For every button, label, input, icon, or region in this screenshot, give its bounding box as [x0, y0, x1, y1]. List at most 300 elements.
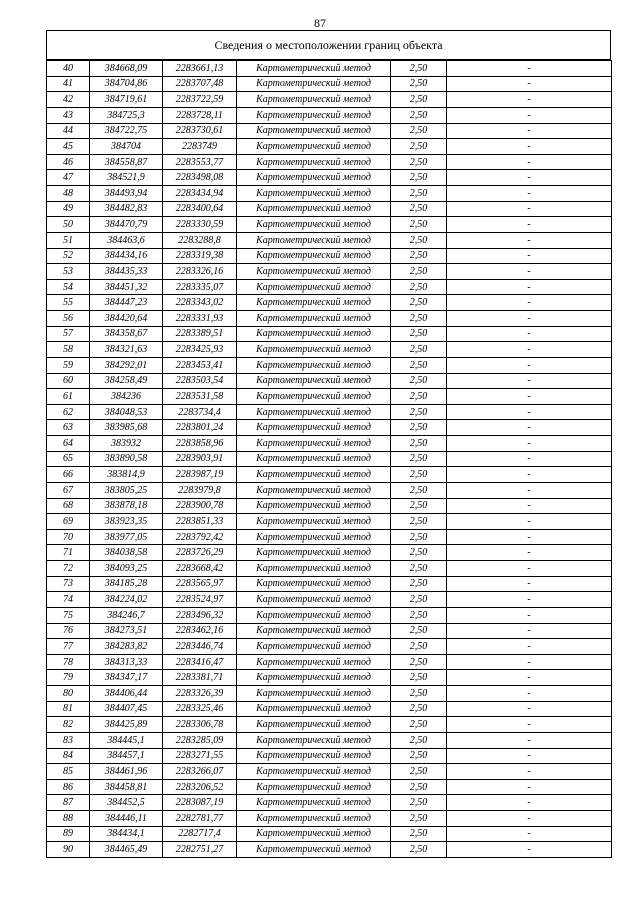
- accuracy-cell: 2,50: [391, 701, 447, 717]
- point-number-cell: 70: [47, 529, 90, 545]
- y-coordinate-cell: 2283425,93: [163, 342, 237, 358]
- point-number-cell: 48: [47, 186, 90, 202]
- method-cell: Картометрический метод: [237, 420, 391, 436]
- table-row: [47, 154, 612, 170]
- table-row: [47, 373, 612, 389]
- x-coordinate-cell: 384463,6: [90, 232, 163, 248]
- y-coordinate-cell: 2283306,78: [163, 717, 237, 733]
- y-coordinate-cell: 2283749: [163, 139, 237, 155]
- method-cell: Картометрический метод: [237, 514, 391, 530]
- table-body: [47, 61, 612, 858]
- point-number-cell: 45: [47, 139, 90, 155]
- point-number-cell: 65: [47, 451, 90, 467]
- method-cell: Картометрический метод: [237, 107, 391, 123]
- point-number-cell: 64: [47, 436, 90, 452]
- point-number-cell: 76: [47, 623, 90, 639]
- point-number-cell: 71: [47, 545, 90, 561]
- x-coordinate-cell: 384321,63: [90, 342, 163, 358]
- x-coordinate-cell: 383890,58: [90, 451, 163, 467]
- description-cell: -: [447, 732, 612, 748]
- method-cell: Картометрический метод: [237, 326, 391, 342]
- method-cell: Картометрический метод: [237, 61, 391, 77]
- description-cell: -: [447, 232, 612, 248]
- accuracy-cell: 2,50: [391, 170, 447, 186]
- y-coordinate-cell: 2282781,77: [163, 811, 237, 827]
- accuracy-cell: 2,50: [391, 311, 447, 327]
- description-cell: -: [447, 576, 612, 592]
- x-coordinate-cell: 384719,61: [90, 92, 163, 108]
- point-number-cell: 85: [47, 764, 90, 780]
- method-cell: Картометрический метод: [237, 232, 391, 248]
- x-coordinate-cell: 384482,83: [90, 201, 163, 217]
- method-cell: Картометрический метод: [237, 498, 391, 514]
- y-coordinate-cell: 2283462,16: [163, 623, 237, 639]
- accuracy-cell: 2,50: [391, 623, 447, 639]
- description-cell: -: [447, 248, 612, 264]
- description-cell: -: [447, 592, 612, 608]
- y-coordinate-cell: 2283903,91: [163, 451, 237, 467]
- table-row: [47, 701, 612, 717]
- y-coordinate-cell: 2283331,93: [163, 311, 237, 327]
- method-cell: Картометрический метод: [237, 764, 391, 780]
- method-cell: Картометрический метод: [237, 123, 391, 139]
- method-cell: Картометрический метод: [237, 436, 391, 452]
- description-cell: -: [447, 357, 612, 373]
- y-coordinate-cell: 2283707,48: [163, 76, 237, 92]
- table-row: [47, 420, 612, 436]
- x-coordinate-cell: 384461,96: [90, 764, 163, 780]
- y-coordinate-cell: 2282717,4: [163, 826, 237, 842]
- method-cell: Картометрический метод: [237, 748, 391, 764]
- y-coordinate-cell: 2283206,52: [163, 779, 237, 795]
- table-row: [47, 467, 612, 483]
- y-coordinate-cell: 2283801,24: [163, 420, 237, 436]
- x-coordinate-cell: 384434,16: [90, 248, 163, 264]
- method-cell: Картометрический метод: [237, 295, 391, 311]
- y-coordinate-cell: 2283288,8: [163, 232, 237, 248]
- point-number-cell: 63: [47, 420, 90, 436]
- description-cell: -: [447, 561, 612, 577]
- method-cell: Картометрический метод: [237, 545, 391, 561]
- x-coordinate-cell: 384725,3: [90, 107, 163, 123]
- table-row: [47, 482, 612, 498]
- accuracy-cell: 2,50: [391, 342, 447, 358]
- description-cell: -: [447, 279, 612, 295]
- description-cell: -: [447, 201, 612, 217]
- method-cell: Картометрический метод: [237, 576, 391, 592]
- point-number-cell: 62: [47, 404, 90, 420]
- point-number-cell: 66: [47, 467, 90, 483]
- y-coordinate-cell: 2283722,59: [163, 92, 237, 108]
- table-row: [47, 61, 612, 77]
- x-coordinate-cell: 384313,33: [90, 654, 163, 670]
- description-cell: -: [447, 389, 612, 405]
- accuracy-cell: 2,50: [391, 639, 447, 655]
- method-cell: Картометрический метод: [237, 639, 391, 655]
- table-row: [47, 623, 612, 639]
- point-number-cell: 51: [47, 232, 90, 248]
- table-row: [47, 826, 612, 842]
- x-coordinate-cell: 384452,5: [90, 795, 163, 811]
- table-row: [47, 295, 612, 311]
- method-cell: Картометрический метод: [237, 826, 391, 842]
- accuracy-cell: 2,50: [391, 717, 447, 733]
- table-row: [47, 764, 612, 780]
- table-row: [47, 779, 612, 795]
- y-coordinate-cell: 2283496,32: [163, 607, 237, 623]
- method-cell: Картометрический метод: [237, 357, 391, 373]
- description-cell: -: [447, 342, 612, 358]
- description-cell: -: [447, 826, 612, 842]
- accuracy-cell: 2,50: [391, 545, 447, 561]
- description-cell: -: [447, 811, 612, 827]
- point-number-cell: 73: [47, 576, 90, 592]
- method-cell: Картометрический метод: [237, 201, 391, 217]
- point-number-cell: 47: [47, 170, 90, 186]
- point-number-cell: 89: [47, 826, 90, 842]
- point-number-cell: 52: [47, 248, 90, 264]
- accuracy-cell: 2,50: [391, 154, 447, 170]
- y-coordinate-cell: 2283453,41: [163, 357, 237, 373]
- description-cell: -: [447, 748, 612, 764]
- x-coordinate-cell: 383985,68: [90, 420, 163, 436]
- x-coordinate-cell: 384457,1: [90, 748, 163, 764]
- accuracy-cell: 2,50: [391, 217, 447, 233]
- description-cell: -: [447, 61, 612, 77]
- point-number-cell: 46: [47, 154, 90, 170]
- table-row: [47, 811, 612, 827]
- y-coordinate-cell: 2283087,19: [163, 795, 237, 811]
- x-coordinate-cell: 384704: [90, 139, 163, 155]
- accuracy-cell: 2,50: [391, 264, 447, 280]
- table-row: [47, 186, 612, 202]
- table-row: [47, 389, 612, 405]
- table-row: [47, 170, 612, 186]
- point-number-cell: 82: [47, 717, 90, 733]
- x-coordinate-cell: 384435,33: [90, 264, 163, 280]
- y-coordinate-cell: 2283381,71: [163, 670, 237, 686]
- point-number-cell: 84: [47, 748, 90, 764]
- x-coordinate-cell: 384048,53: [90, 404, 163, 420]
- accuracy-cell: 2,50: [391, 514, 447, 530]
- description-cell: -: [447, 623, 612, 639]
- method-cell: Картометрический метод: [237, 139, 391, 155]
- x-coordinate-cell: 384521,9: [90, 170, 163, 186]
- description-cell: -: [447, 467, 612, 483]
- method-cell: Картометрический метод: [237, 451, 391, 467]
- y-coordinate-cell: 2283858,96: [163, 436, 237, 452]
- method-cell: Картометрический метод: [237, 607, 391, 623]
- y-coordinate-cell: 2283987,19: [163, 467, 237, 483]
- x-coordinate-cell: 384470,79: [90, 217, 163, 233]
- table-row: [47, 545, 612, 561]
- description-cell: -: [447, 373, 612, 389]
- x-coordinate-cell: 384224,02: [90, 592, 163, 608]
- y-coordinate-cell: 2283416,47: [163, 654, 237, 670]
- description-cell: -: [447, 779, 612, 795]
- y-coordinate-cell: 2283271,55: [163, 748, 237, 764]
- point-number-cell: 80: [47, 686, 90, 702]
- description-cell: -: [447, 92, 612, 108]
- point-number-cell: 49: [47, 201, 90, 217]
- accuracy-cell: 2,50: [391, 123, 447, 139]
- table-row: [47, 576, 612, 592]
- method-cell: Картометрический метод: [237, 404, 391, 420]
- table-row: [47, 326, 612, 342]
- table-row: [47, 451, 612, 467]
- point-number-cell: 43: [47, 107, 90, 123]
- point-number-cell: 42: [47, 92, 90, 108]
- method-cell: Картометрический метод: [237, 92, 391, 108]
- table-row: [47, 92, 612, 108]
- description-cell: -: [447, 154, 612, 170]
- table-row: [47, 264, 612, 280]
- y-coordinate-cell: 2283343,02: [163, 295, 237, 311]
- method-cell: Картометрический метод: [237, 701, 391, 717]
- method-cell: Картометрический метод: [237, 529, 391, 545]
- description-cell: -: [447, 654, 612, 670]
- method-cell: Картометрический метод: [237, 170, 391, 186]
- table-row: [47, 717, 612, 733]
- point-number-cell: 60: [47, 373, 90, 389]
- x-coordinate-cell: 384273,51: [90, 623, 163, 639]
- method-cell: Картометрический метод: [237, 467, 391, 483]
- table-row: [47, 279, 612, 295]
- x-coordinate-cell: 384185,28: [90, 576, 163, 592]
- boundary-table-frame: [46, 30, 611, 858]
- table-row: [47, 514, 612, 530]
- description-cell: -: [447, 295, 612, 311]
- x-coordinate-cell: 384406,44: [90, 686, 163, 702]
- x-coordinate-cell: 384425,89: [90, 717, 163, 733]
- y-coordinate-cell: 2283553,77: [163, 154, 237, 170]
- method-cell: Картометрический метод: [237, 670, 391, 686]
- method-cell: Картометрический метод: [237, 592, 391, 608]
- method-cell: Картометрический метод: [237, 561, 391, 577]
- table-row: [47, 654, 612, 670]
- table-row: [47, 748, 612, 764]
- method-cell: Картометрический метод: [237, 654, 391, 670]
- accuracy-cell: 2,50: [391, 842, 447, 858]
- method-cell: Картометрический метод: [237, 342, 391, 358]
- x-coordinate-cell: 384258,49: [90, 373, 163, 389]
- description-cell: -: [447, 420, 612, 436]
- y-coordinate-cell: 2283319,38: [163, 248, 237, 264]
- description-cell: -: [447, 764, 612, 780]
- table-row: [47, 76, 612, 92]
- description-cell: -: [447, 545, 612, 561]
- method-cell: Картометрический метод: [237, 795, 391, 811]
- accuracy-cell: 2,50: [391, 826, 447, 842]
- y-coordinate-cell: 2283730,61: [163, 123, 237, 139]
- table-row: [47, 639, 612, 655]
- accuracy-cell: 2,50: [391, 811, 447, 827]
- description-cell: -: [447, 404, 612, 420]
- description-cell: -: [447, 264, 612, 280]
- x-coordinate-cell: 383814,9: [90, 467, 163, 483]
- y-coordinate-cell: 2283326,16: [163, 264, 237, 280]
- description-cell: -: [447, 186, 612, 202]
- point-number-cell: 87: [47, 795, 90, 811]
- x-coordinate-cell: 384493,94: [90, 186, 163, 202]
- accuracy-cell: 2,50: [391, 748, 447, 764]
- point-number-cell: 57: [47, 326, 90, 342]
- x-coordinate-cell: 384358,67: [90, 326, 163, 342]
- x-coordinate-cell: 384447,23: [90, 295, 163, 311]
- method-cell: Картометрический метод: [237, 311, 391, 327]
- accuracy-cell: 2,50: [391, 529, 447, 545]
- description-cell: -: [447, 498, 612, 514]
- description-cell: -: [447, 670, 612, 686]
- description-cell: -: [447, 451, 612, 467]
- accuracy-cell: 2,50: [391, 61, 447, 77]
- y-coordinate-cell: 2283326,39: [163, 686, 237, 702]
- point-number-cell: 41: [47, 76, 90, 92]
- accuracy-cell: 2,50: [391, 654, 447, 670]
- description-cell: -: [447, 639, 612, 655]
- description-cell: -: [447, 686, 612, 702]
- accuracy-cell: 2,50: [391, 451, 447, 467]
- point-number-cell: 61: [47, 389, 90, 405]
- table-row: [47, 342, 612, 358]
- y-coordinate-cell: 2283325,46: [163, 701, 237, 717]
- point-number-cell: 50: [47, 217, 90, 233]
- point-number-cell: 90: [47, 842, 90, 858]
- accuracy-cell: 2,50: [391, 592, 447, 608]
- description-cell: -: [447, 607, 612, 623]
- point-number-cell: 86: [47, 779, 90, 795]
- table-row: [47, 248, 612, 264]
- accuracy-cell: 2,50: [391, 607, 447, 623]
- y-coordinate-cell: 2283335,07: [163, 279, 237, 295]
- accuracy-cell: 2,50: [391, 779, 447, 795]
- accuracy-cell: 2,50: [391, 373, 447, 389]
- method-cell: Картометрический метод: [237, 279, 391, 295]
- table-row: [47, 686, 612, 702]
- method-cell: Картометрический метод: [237, 811, 391, 827]
- accuracy-cell: 2,50: [391, 686, 447, 702]
- x-coordinate-cell: 383923,35: [90, 514, 163, 530]
- method-cell: Картометрический метод: [237, 76, 391, 92]
- table-row: [47, 123, 612, 139]
- y-coordinate-cell: 2283728,11: [163, 107, 237, 123]
- x-coordinate-cell: 383878,18: [90, 498, 163, 514]
- x-coordinate-cell: 384558,87: [90, 154, 163, 170]
- table-row: [47, 404, 612, 420]
- description-cell: -: [447, 217, 612, 233]
- y-coordinate-cell: 2283565,97: [163, 576, 237, 592]
- description-cell: -: [447, 436, 612, 452]
- y-coordinate-cell: 2283792,42: [163, 529, 237, 545]
- table-row: [47, 139, 612, 155]
- x-coordinate-cell: 384347,17: [90, 670, 163, 686]
- method-cell: Картометрический метод: [237, 732, 391, 748]
- table-row: [47, 357, 612, 373]
- y-coordinate-cell: 2283661,13: [163, 61, 237, 77]
- accuracy-cell: 2,50: [391, 92, 447, 108]
- accuracy-cell: 2,50: [391, 436, 447, 452]
- method-cell: Картометрический метод: [237, 373, 391, 389]
- x-coordinate-cell: 384246,7: [90, 607, 163, 623]
- point-number-cell: 81: [47, 701, 90, 717]
- description-cell: -: [447, 107, 612, 123]
- table-title: Сведения о местоположении границ объекта: [46, 30, 611, 60]
- accuracy-cell: 2,50: [391, 670, 447, 686]
- x-coordinate-cell: 384420,64: [90, 311, 163, 327]
- table-row: [47, 107, 612, 123]
- table-row: [47, 311, 612, 327]
- y-coordinate-cell: 2283330,59: [163, 217, 237, 233]
- y-coordinate-cell: 2283531,58: [163, 389, 237, 405]
- y-coordinate-cell: 2283726,29: [163, 545, 237, 561]
- accuracy-cell: 2,50: [391, 201, 447, 217]
- point-number-cell: 53: [47, 264, 90, 280]
- method-cell: Картометрический метод: [237, 686, 391, 702]
- accuracy-cell: 2,50: [391, 139, 447, 155]
- point-number-cell: 68: [47, 498, 90, 514]
- x-coordinate-cell: 384093,25: [90, 561, 163, 577]
- x-coordinate-cell: 384722,75: [90, 123, 163, 139]
- description-cell: -: [447, 795, 612, 811]
- description-cell: -: [447, 514, 612, 530]
- table-row: [47, 561, 612, 577]
- x-coordinate-cell: 384446,11: [90, 811, 163, 827]
- x-coordinate-cell: 384445,1: [90, 732, 163, 748]
- description-cell: -: [447, 717, 612, 733]
- accuracy-cell: 2,50: [391, 576, 447, 592]
- point-number-cell: 54: [47, 279, 90, 295]
- description-cell: -: [447, 529, 612, 545]
- description-cell: -: [447, 76, 612, 92]
- x-coordinate-cell: 384283,82: [90, 639, 163, 655]
- method-cell: Картометрический метод: [237, 217, 391, 233]
- accuracy-cell: 2,50: [391, 482, 447, 498]
- point-number-cell: 78: [47, 654, 90, 670]
- accuracy-cell: 2,50: [391, 295, 447, 311]
- point-number-cell: 88: [47, 811, 90, 827]
- accuracy-cell: 2,50: [391, 764, 447, 780]
- table-row: [47, 201, 612, 217]
- y-coordinate-cell: 2283498,08: [163, 170, 237, 186]
- x-coordinate-cell: 383932: [90, 436, 163, 452]
- x-coordinate-cell: 384292,01: [90, 357, 163, 373]
- y-coordinate-cell: 2283979,8: [163, 482, 237, 498]
- accuracy-cell: 2,50: [391, 404, 447, 420]
- method-cell: Картометрический метод: [237, 623, 391, 639]
- y-coordinate-cell: 2283266,07: [163, 764, 237, 780]
- y-coordinate-cell: 2283434,94: [163, 186, 237, 202]
- accuracy-cell: 2,50: [391, 795, 447, 811]
- table-row: [47, 795, 612, 811]
- x-coordinate-cell: 384458,81: [90, 779, 163, 795]
- y-coordinate-cell: 2283851,33: [163, 514, 237, 530]
- description-cell: -: [447, 482, 612, 498]
- point-number-cell: 56: [47, 311, 90, 327]
- y-coordinate-cell: 2283446,74: [163, 639, 237, 655]
- description-cell: -: [447, 326, 612, 342]
- x-coordinate-cell: 384704,86: [90, 76, 163, 92]
- description-cell: -: [447, 311, 612, 327]
- y-coordinate-cell: 2283900,78: [163, 498, 237, 514]
- y-coordinate-cell: 2283668,42: [163, 561, 237, 577]
- y-coordinate-cell: 2283389,51: [163, 326, 237, 342]
- accuracy-cell: 2,50: [391, 76, 447, 92]
- point-number-cell: 55: [47, 295, 90, 311]
- method-cell: Картометрический метод: [237, 717, 391, 733]
- y-coordinate-cell: 2283503,54: [163, 373, 237, 389]
- description-cell: -: [447, 701, 612, 717]
- accuracy-cell: 2,50: [391, 467, 447, 483]
